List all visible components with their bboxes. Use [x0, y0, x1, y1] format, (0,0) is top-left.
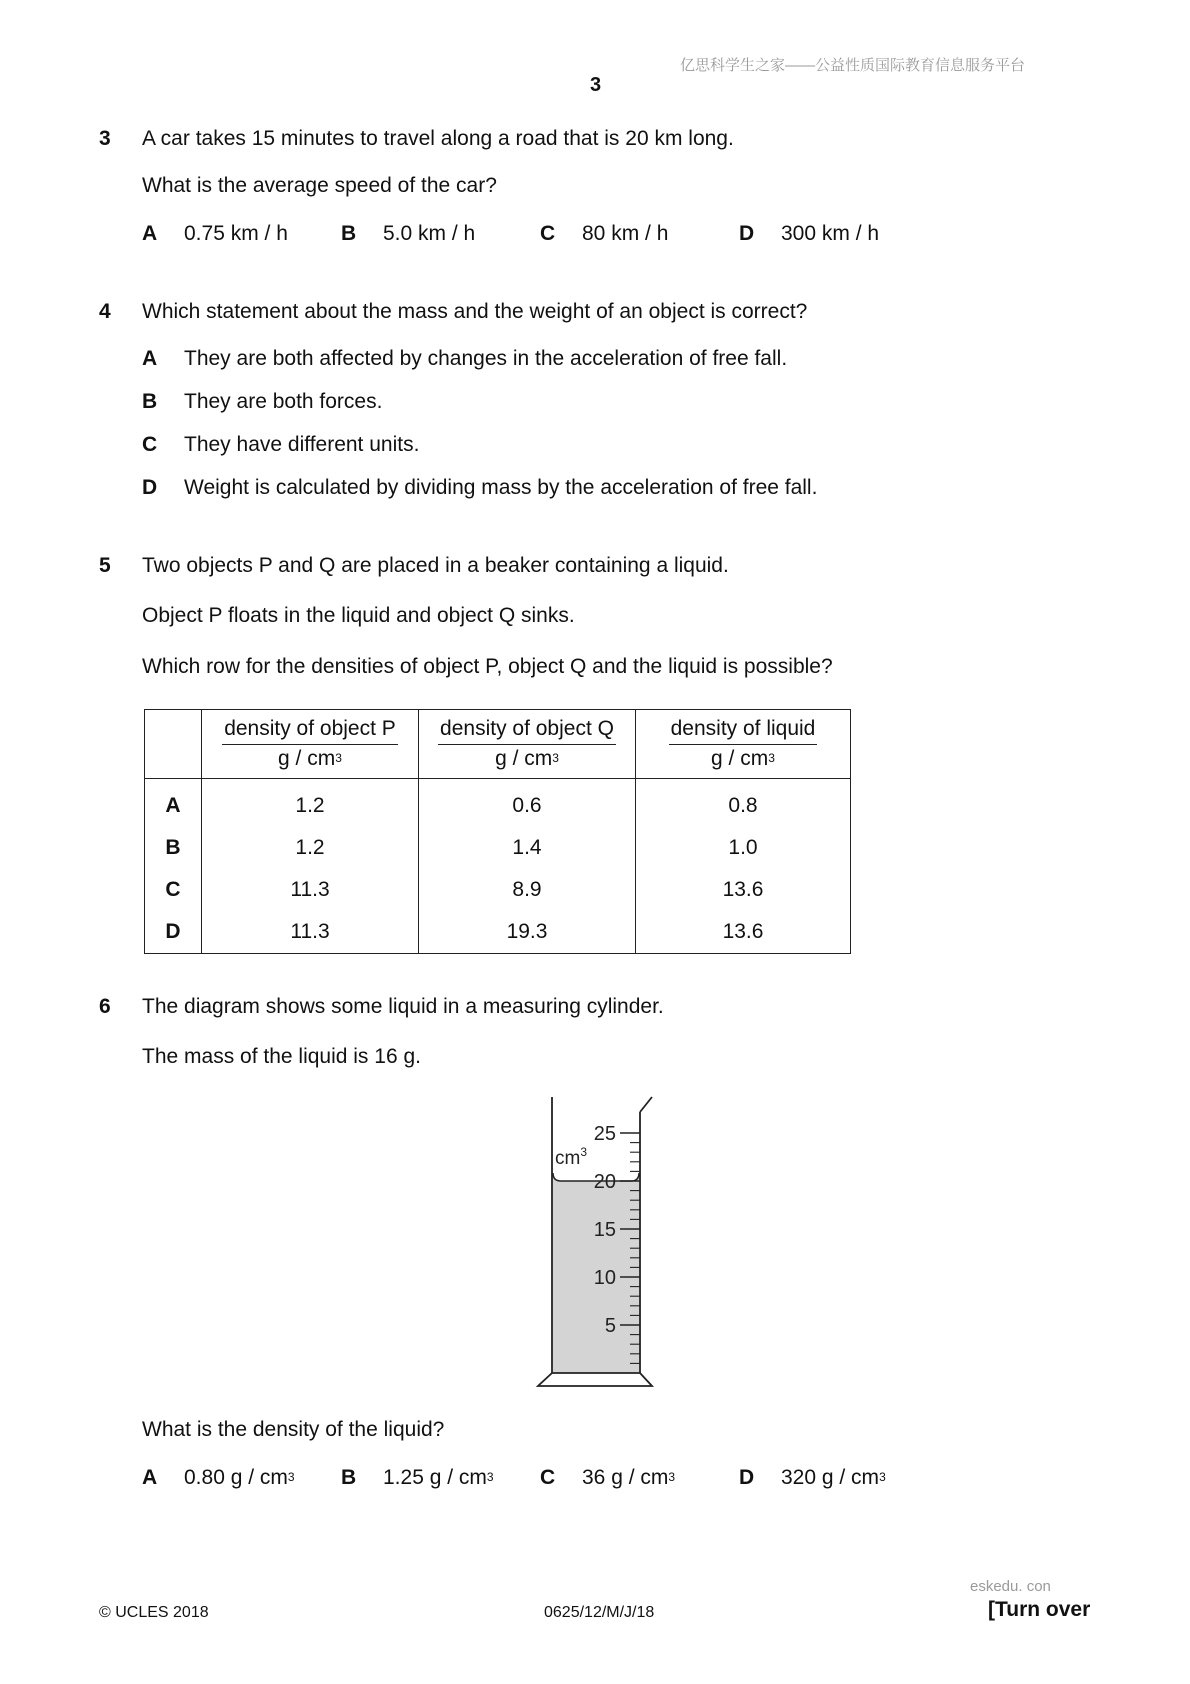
- q3-stem: A car takes 15 minutes to travel along a road that is 20 km long.: [142, 127, 734, 150]
- scale-label-15: 15: [593, 1219, 616, 1241]
- q6-line2: The mass of the liquid is 16 g.: [142, 1045, 421, 1068]
- cell-q: 1.4: [419, 827, 636, 869]
- scale-label-20: 20: [593, 1171, 616, 1193]
- unit-sup: 3: [580, 1145, 588, 1159]
- cylinder-base: [538, 1373, 652, 1386]
- watermark-top: 亿思科学生之家——公益性质国际教育信息服务平台: [680, 57, 1026, 74]
- header-p-unit-sup: 3: [335, 751, 342, 765]
- q3-question: What is the average speed of the car?: [142, 174, 497, 197]
- copyright: © UCLES 2018: [99, 1604, 209, 1621]
- table-row: [145, 911, 851, 954]
- cell-p: 11.3: [202, 911, 419, 954]
- question-number-4: 4: [99, 300, 111, 323]
- question-number-3: 3: [99, 127, 111, 150]
- page-number: 3: [590, 74, 602, 96]
- row-label[interactable]: B: [145, 827, 202, 869]
- header-q-unit-sup: 3: [552, 751, 559, 765]
- q4-option-c-text[interactable]: They have different units.: [184, 433, 420, 456]
- header-q-unit: g / cm: [495, 747, 553, 770]
- q6-option-c-sup: 3: [668, 1470, 676, 1484]
- q6-stem: The diagram shows some liquid in a measuring cylinder.: [142, 995, 664, 1018]
- row-label[interactable]: D: [145, 911, 202, 954]
- header-liquid-label: density of liquid: [669, 717, 818, 745]
- q3-option-d-text[interactable]: 300 km / h: [781, 222, 880, 245]
- q4-option-b-text[interactable]: They are both forces.: [184, 390, 383, 413]
- cylinder-spout: [640, 1097, 652, 1112]
- q5-line2: Object P floats in the liquid and object Q sinks.: [142, 604, 575, 627]
- q6-option-c-label[interactable]: C: [540, 1466, 556, 1489]
- header-p-unit: g / cm: [278, 747, 336, 770]
- scale-label-5: 5: [604, 1315, 616, 1337]
- header-p-label: density of object P: [222, 717, 398, 745]
- cell-liquid: 13.6: [636, 869, 851, 911]
- unit-text: cm: [555, 1148, 581, 1169]
- cell-p: 11.3: [202, 869, 419, 911]
- q4-option-a-label[interactable]: A: [142, 347, 158, 370]
- q5-question: Which row for the densities of object P, object Q and the liquid is possible?: [142, 655, 833, 678]
- cell-liquid: 0.8: [636, 779, 851, 828]
- cell-liquid: 13.6: [636, 911, 851, 954]
- q4-option-d-label[interactable]: D: [142, 476, 158, 499]
- table-header-row: [145, 710, 851, 779]
- unit-label: [555, 1145, 587, 1169]
- cell-q: 8.9: [419, 869, 636, 911]
- watermark-bottom: eskedu. con: [970, 1578, 1051, 1595]
- measuring-cylinder-diagram: [520, 1085, 670, 1395]
- q6-option-d-sup: 3: [879, 1470, 886, 1484]
- q6-option-a-value: 0.80 g / cm: [184, 1466, 288, 1489]
- q4-option-a-text[interactable]: They are both affected by changes in the acceleration of free fall.: [184, 347, 788, 370]
- q3-option-a-label[interactable]: A: [142, 222, 158, 245]
- q4-stem: Which statement about the mass and the weight of an object is correct?: [142, 300, 808, 323]
- cell-q: 0.6: [419, 779, 636, 828]
- table-header-q: [419, 710, 636, 779]
- cell-p: 1.2: [202, 779, 419, 828]
- q6-option-b-label[interactable]: B: [341, 1466, 357, 1489]
- q6-option-d-label[interactable]: D: [739, 1466, 755, 1489]
- q3-option-c-text[interactable]: 80 km / h: [582, 222, 669, 245]
- question-number-5: 5: [99, 554, 111, 577]
- q6-option-c-value: 36 g / cm: [582, 1466, 669, 1489]
- density-table: [144, 709, 851, 954]
- q4-option-c-label[interactable]: C: [142, 433, 158, 456]
- q4-option-b-label[interactable]: B: [142, 390, 158, 413]
- cell-liquid: 1.0: [636, 827, 851, 869]
- table-row: [145, 779, 851, 828]
- cell-p: 1.2: [202, 827, 419, 869]
- table-header-liquid: [636, 710, 851, 779]
- table-row: [145, 869, 851, 911]
- q6-option-c-text[interactable]: [582, 1466, 675, 1490]
- row-label[interactable]: A: [145, 779, 202, 828]
- q6-option-b-sup: 3: [486, 1470, 494, 1484]
- q6-option-a-text[interactable]: [184, 1466, 295, 1490]
- q3-option-a-text[interactable]: 0.75 km / h: [184, 222, 288, 245]
- paper-code: 0625/12/M/J/18: [544, 1604, 655, 1621]
- q6-question: What is the density of the liquid?: [142, 1418, 445, 1441]
- q4-option-d-text[interactable]: Weight is calculated by dividing mass by the acceleration of free fall.: [184, 476, 818, 499]
- q6-option-d-value: 320 g / cm: [781, 1466, 880, 1489]
- q3-option-d-label[interactable]: D: [739, 222, 755, 245]
- q6-option-d-text[interactable]: [781, 1466, 886, 1490]
- row-label[interactable]: C: [145, 869, 202, 911]
- q6-option-b-text[interactable]: [383, 1466, 494, 1490]
- q6-option-a-label[interactable]: A: [142, 1466, 158, 1489]
- scale-label-10: 10: [593, 1267, 616, 1289]
- table-header-empty: [145, 710, 202, 779]
- table-row: [145, 827, 851, 869]
- q3-option-b-text[interactable]: 5.0 km / h: [383, 222, 476, 245]
- question-number-6: 6: [99, 995, 111, 1018]
- q6-option-a-sup: 3: [287, 1470, 295, 1484]
- turn-over: [Turn over: [988, 1598, 1091, 1621]
- scale-label-25: 25: [593, 1123, 616, 1145]
- header-q-label: density of object Q: [438, 717, 616, 745]
- cell-q: 19.3: [419, 911, 636, 954]
- table-header-p: [202, 710, 419, 779]
- header-liquid-unit-sup: 3: [768, 751, 775, 765]
- q5-stem: Two objects P and Q are placed in a beaker containing a liquid.: [142, 554, 729, 577]
- q3-option-c-label[interactable]: C: [540, 222, 556, 245]
- header-liquid-unit: g / cm: [711, 747, 769, 770]
- q6-option-b-value: 1.25 g / cm: [383, 1466, 487, 1489]
- q3-option-b-label[interactable]: B: [341, 222, 357, 245]
